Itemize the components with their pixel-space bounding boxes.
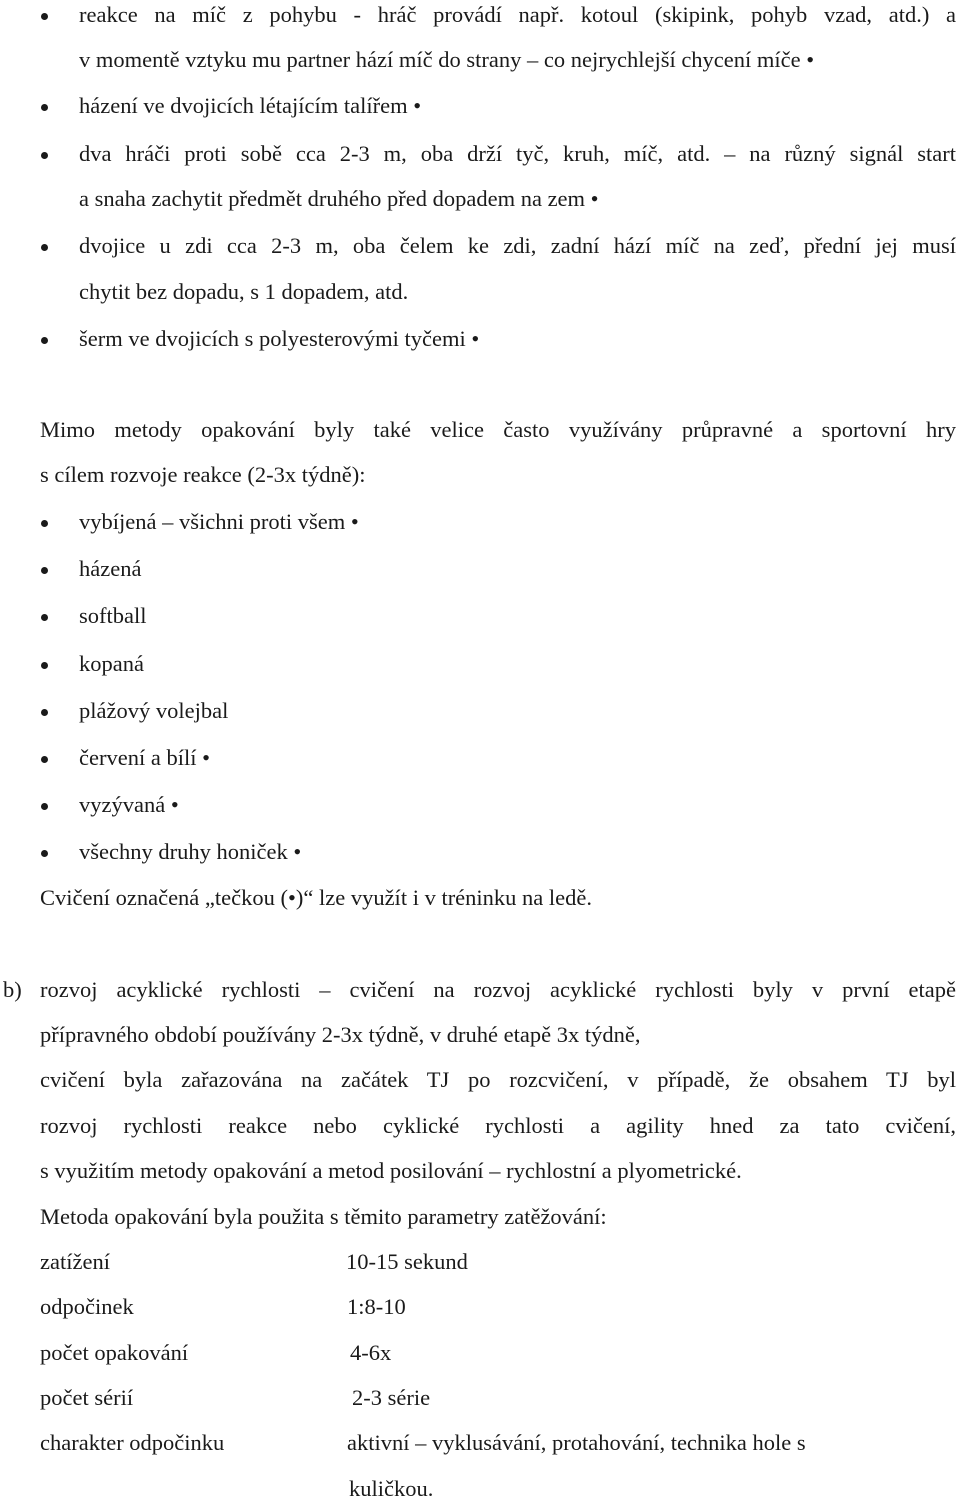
list-item-text: plážový volejbal <box>79 698 229 723</box>
bullet-dot <box>41 554 48 584</box>
param-value-continued: kuličkou. <box>349 1476 434 1501</box>
list-item-text: šerm ve dvojicích s polyesterovými tyčemi • <box>79 326 480 351</box>
list-item-text: všechny druhy honiček • <box>79 839 302 864</box>
bullet-dot <box>41 743 48 773</box>
section-label: b) <box>3 977 22 1002</box>
section-line: s využitím metody opakování a metod posilování – rychlostní a plyometrické. <box>40 1158 742 1183</box>
param-value: aktivní – vyklusávání, protahování, technika hole s <box>347 1430 806 1455</box>
list-item-text: červení a bílí • <box>79 745 210 770</box>
paragraph-line: Mimo metody opakování byly také velice často využívány průpravné a sportovní hry <box>40 417 956 442</box>
param-label: odpočinek <box>40 1294 134 1319</box>
list-item-text: vyzývaná • <box>79 792 179 817</box>
section-line: rozvoj rychlosti reakce nebo cyklické rychlosti a agility hned za tato cvičení, <box>40 1113 956 1138</box>
list-item-text: házená <box>79 556 142 581</box>
list-item-text: chytit bez dopadu, s 1 dopadem, atd. <box>79 279 409 304</box>
bullet-dot <box>41 601 48 631</box>
list-item-text: dva hráči proti sobě cca 2-3 m, oba drží tyč, kruh, míč, atd. – na různý signál start <box>79 141 956 166</box>
bullet-dot <box>41 507 48 537</box>
note-text: Cvičení označená „tečkou (•)“ lze využít i v tréninku na ledě. <box>40 885 593 910</box>
param-label: počet opakování <box>40 1340 189 1365</box>
section-line: cvičení byla zařazována na začátek TJ po rozcvičení, v případě, že obsahem TJ byl <box>40 1067 956 1092</box>
bullet-dot <box>41 231 48 261</box>
list-item-text: a snaha zachytit předmět druhého před dopadem na zem • <box>79 186 599 211</box>
bullet-dot <box>41 649 48 679</box>
list-item-text: házení ve dvojicích létajícím talířem • <box>79 93 422 118</box>
section-line: Metoda opakování byla použita s těmito parametry zatěžování: <box>40 1204 607 1229</box>
param-label: charakter odpočinku <box>40 1430 225 1455</box>
section-line: přípravného období používány 2-3x týdně, v druhé etapě 3x týdně, <box>40 1022 641 1047</box>
bullet-dot <box>41 91 48 121</box>
param-label: zatížení <box>40 1249 110 1274</box>
bullet-dot <box>41 139 48 169</box>
list-item-text: softball <box>79 603 147 628</box>
bullet-dot <box>41 696 48 726</box>
param-label: počet sérií <box>40 1385 134 1410</box>
list-item-text: kopaná <box>79 651 144 676</box>
bullet-dot <box>41 837 48 867</box>
section-line: rozvoj acyklické rychlosti – cvičení na rozvoj acyklické rychlosti byly v první etapě <box>40 977 956 1002</box>
paragraph-line: s cílem rozvoje reakce (2-3x týdně): <box>40 462 366 487</box>
bullet-dot <box>41 790 48 820</box>
param-value: 4-6x <box>350 1340 392 1365</box>
list-item-text: dvojice u zdi cca 2-3 m, oba čelem ke zdi, zadní hází míč na zeď, přední jej musí <box>79 233 956 258</box>
param-value: 10-15 sekund <box>346 1249 468 1274</box>
param-value: 2-3 série <box>352 1385 431 1410</box>
list-item-text: v momentě vztyku mu partner hází míč do strany – co nejrychlejší chycení míče • <box>79 47 815 72</box>
param-value: 1:8-10 <box>347 1294 406 1319</box>
list-item-text: vybíjená – všichni proti všem • <box>79 509 359 534</box>
list-item-text: reakce na míč z pohybu - hráč provádí např. kotoul (skipink, pohyb vzad, atd.) a <box>79 2 956 27</box>
bullet-dot <box>41 0 48 30</box>
bullet-dot <box>41 324 48 354</box>
